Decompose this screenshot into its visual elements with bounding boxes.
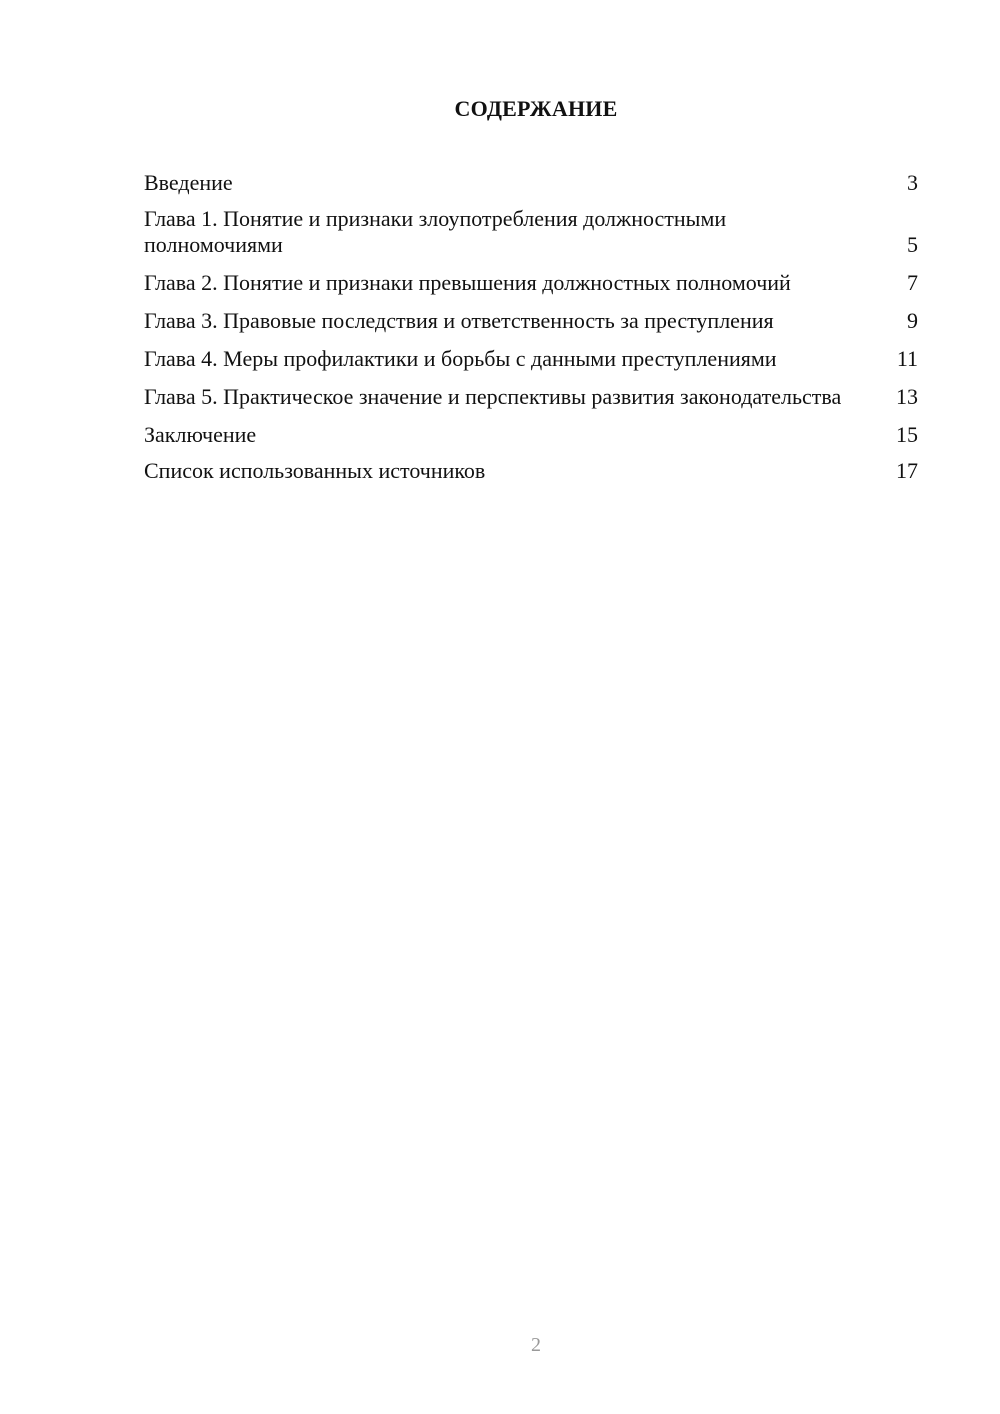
toc-entry-page: 9 <box>907 308 918 333</box>
toc-entry-page: 5 <box>907 232 918 257</box>
toc-entry-text: Заключение <box>144 422 257 447</box>
toc-entry-page: 17 <box>896 458 918 483</box>
toc-entry-references <box>144 458 918 484</box>
toc-list <box>144 170 918 494</box>
toc-entry-text: Введение <box>144 170 233 195</box>
toc-entry-text: Глава 2. Понятие и признаки превышения должностных полномочий <box>144 270 791 295</box>
toc-title: СОДЕРЖАНИЕ <box>454 96 618 121</box>
toc-entry-introduction <box>144 170 918 196</box>
toc-entry-page: 15 <box>896 422 918 447</box>
toc-entry-text: Глава 5. Практическое значение и перспективы развития законодательства <box>144 384 842 409</box>
toc-entry-page: 13 <box>896 384 918 409</box>
page-number: 2 <box>531 1334 541 1356</box>
toc-entry-chapter-3 <box>144 308 918 334</box>
toc-entry-text: Список использованных источников <box>144 458 486 483</box>
toc-entry-chapter-1 <box>144 206 918 258</box>
toc-entry-page: 7 <box>907 270 918 295</box>
toc-entry-chapter-4 <box>144 346 918 372</box>
toc-entry-text: Глава 4. Меры профилактики и борьбы с данными преступлениями <box>144 346 777 371</box>
toc-entry-page: 3 <box>907 170 918 195</box>
toc-entry-text: Глава 1. Понятие и признаки злоупотребления должностными полномочиями <box>144 206 727 257</box>
toc-entry-text: Глава 3. Правовые последствия и ответственность за преступления <box>144 308 774 333</box>
toc-entry-page: 11 <box>896 346 918 371</box>
toc-entry-chapter-5 <box>144 384 918 410</box>
toc-entry-chapter-2 <box>144 270 918 296</box>
toc-entry-conclusion <box>144 422 918 448</box>
